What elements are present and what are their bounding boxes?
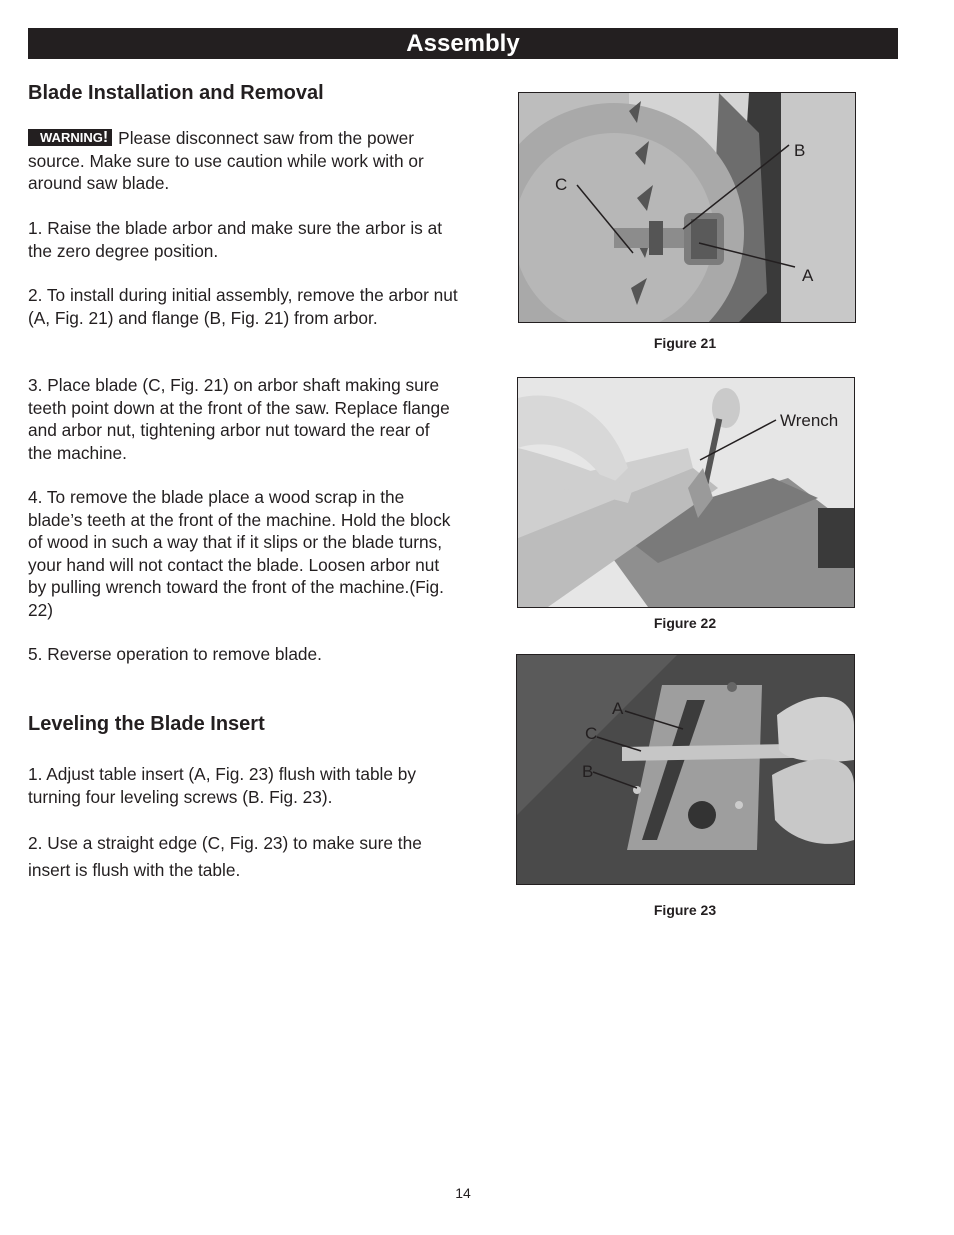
fig21-label-a: A	[802, 266, 814, 285]
saw-blade-arbor-illustration	[519, 93, 855, 322]
step-text: 1. Adjust table insert (A, Fig. 23) flush with table by turning four leveling screws (B. Fig. 23).	[28, 764, 417, 807]
fig23-label-b: B	[582, 762, 594, 781]
figure-21-caption: Figure 21	[653, 335, 717, 351]
section-header	[28, 28, 898, 59]
blade-insert-straight-edge-illustration	[517, 655, 854, 884]
fig22-label-wrench: Wrench	[780, 411, 839, 430]
header-title: Assembly	[406, 30, 520, 57]
step-text: 1. Raise the blade arbor and make sure the arbor is at the zero degree position.	[28, 218, 443, 261]
fig21-label-c: C	[555, 175, 568, 194]
step-text: 5. Reverse operation to remove blade.	[28, 644, 322, 664]
warning-mark: !	[102, 129, 109, 146]
heading-leveling-insert: Leveling the Blade Insert	[28, 713, 265, 735]
warning-paragraph	[28, 127, 458, 195]
step-text: 2. Use a straight edge (C, Fig. 23) to make sure the insert is flush with the table.	[28, 833, 422, 880]
figure-22-caption: Figure 22	[653, 615, 717, 631]
wrench-on-arbor-illustration	[518, 378, 854, 607]
fig23-label-c: C	[585, 724, 598, 743]
figure-22-photo	[517, 377, 855, 608]
warning-badge	[28, 129, 112, 146]
fig21-label-b: B	[794, 141, 806, 160]
page-number: 14	[455, 1185, 471, 1201]
figure-23-caption: Figure 23	[653, 902, 717, 918]
step-text: 4. To remove the blade place a wood scrap in the blade’s teeth at the front of the machine. Hold the block of wood in such a way that if it slips or the blade turns, your hand will not contact the blade. Loosen arbor nut by pulling wrench toward the front of the machine.(Fig. 22)	[28, 487, 451, 620]
figure-21-photo	[518, 92, 856, 323]
step-text: 2. To install during initial assembly, remove the arbor nut (A, Fig. 21) and flange (B, Fig. 21) from arbor.	[28, 285, 458, 328]
step-text: 3. Place blade (C, Fig. 21) on arbor shaft making sure teeth point down at the front of the saw. Replace flange and arbor nut, tightening arbor nut toward the rear of the machine.	[28, 375, 450, 463]
warning-text: Please disconnect saw from the power source. Make sure to use caution while work with or around saw blade.	[28, 128, 424, 193]
warning-label: WARNING	[40, 130, 103, 145]
fig23-label-a: A	[612, 699, 624, 718]
heading-blade-installation: Blade Installation and Removal	[28, 82, 324, 104]
figure-23-photo	[516, 654, 855, 885]
